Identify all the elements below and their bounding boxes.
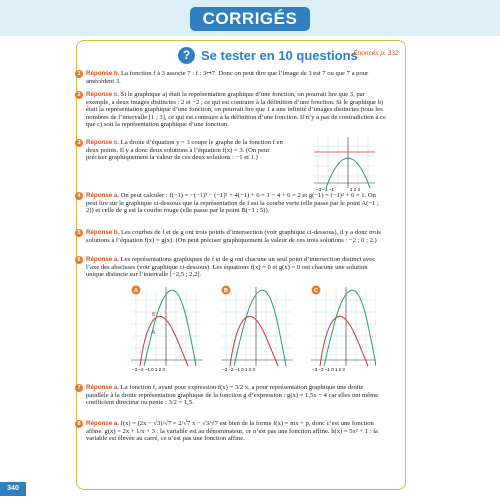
answer-text: On peut calculer : f(−1) = −(−1)³ − (−1)² + 4(−1) + 6 = 1 − 4 + 6 = 2 et g(−1) = (−1)² + 6 = 1. On peut lire sur le graphique ci-dessous que la représentation de f est la courbe verte (elle passe par le point A(−1 ; 2)) et celle de g est la courbe rouge (elle passe par le point B(−1 ; 5)).	[86, 192, 379, 215]
graphs-row	[126, 282, 376, 377]
section-title: Se tester en 10 questions	[201, 47, 358, 63]
answer-label: Réponse a.	[86, 384, 120, 391]
graph-badge: B	[224, 288, 228, 294]
answer-1	[77, 70, 386, 85]
answer-8	[77, 420, 386, 443]
page-number: 340	[0, 482, 26, 496]
answer-number: 5	[75, 229, 83, 237]
answer-label: Réponse c.	[86, 139, 120, 146]
answer-text: Les courbes de f et de g ont trois points d’intersection (voir graphique ci-dessous), il y a donc trois solutions à l’équation f(x) = g(x). (On peut préciser graphiquement la valeur de ces trois solutions : −2 ; 0 ; 2.)	[86, 229, 381, 244]
tick-label: −3 −2 −1	[316, 187, 334, 192]
point-label: B	[152, 312, 156, 318]
answer-label: Réponse c.	[86, 91, 120, 98]
answer-number: 3	[75, 139, 83, 147]
answer-3	[77, 139, 286, 162]
answer-text: La fonction f à 3 associe 7 : f : 3↦7. Donc on peut dire que l’image de 3 est 7 ou que 7 a pour antécédent 3.	[86, 70, 369, 85]
answer-label: Réponse b.	[86, 70, 120, 77]
answer-number: 6	[75, 256, 83, 264]
answer-number: 8	[75, 420, 83, 428]
answer-2	[77, 91, 386, 129]
answer-text: Si le graphique a) était la représentation graphique d’une fonction, on pourrait lire que 3, par exemple, a deux images distinctes : 2 et −2 , ce qui est contraire à la définition d’une fonction. Si le graphique b) était la représentation graphique d’une fonction, on pourrait lire que 1 a une infinité d’images distinctes (tous les nombres de l’intervalle [1 ; 3], ce qui est contraire à la définition d’une fonction. Il n’y a pas de contradiction à ce que c) soit la représentation graphique d’une fonction.	[86, 91, 386, 129]
answer-text: Les représentations graphiques de f et de g ont chacune un seul point d’intersection distinct avec l’axe des abscisses (voir graphique ci-dessous). Les équations f(x) = 0 et g(x) = 0 ont chacune une solution unique distincte sur l’intervalle [−2,5 ; 2,2].	[86, 256, 375, 279]
graph-3	[311, 286, 376, 373]
graph-answer-3	[312, 134, 378, 194]
graph-badge: C	[314, 288, 318, 294]
enonces-link[interactable]: → Énoncés p. 332	[345, 50, 399, 57]
answer-7	[77, 384, 386, 407]
answer-label: Réponse a.	[86, 420, 120, 427]
answer-4	[77, 192, 386, 215]
svg-text:−3 −2 −1 0 1 2 3: −3 −2 −1 0 1 2 3	[312, 367, 345, 372]
point-label: A	[152, 330, 156, 336]
answer-label: Réponse a.	[86, 256, 120, 263]
graph-2	[221, 286, 293, 373]
answer-number: 4	[75, 192, 83, 200]
answer-label: Réponse a.	[86, 192, 120, 199]
tick-label: 1 2 3	[350, 187, 361, 192]
answer-number: 2	[75, 91, 83, 99]
answer-label: Réponse b.	[86, 229, 120, 236]
answer-text: f(x) = (2x − √3)/√7 = 2/√7 x − √3/√7 est bien de la forme f(x) = mx + p, donc c’est une fonction affine. g(x) = 2x + 1/x + 3 : la variable est au dénominateur, ce n’est pas une fonction affine. h(x) = 5x² + 1 : la variable est élevée au carré, ce n’est pas une fonction affine.	[86, 420, 378, 443]
answer-number: 7	[75, 384, 83, 392]
answer-6	[77, 256, 386, 279]
answer-number: 1	[75, 70, 83, 78]
answer-5	[77, 229, 386, 244]
svg-text:−3 −2 −1 0 1 2 3: −3 −2 −1 0 1 2 3	[222, 367, 255, 372]
section-header	[178, 44, 358, 66]
graph-badge: A	[134, 288, 138, 294]
question-icon: ?	[178, 47, 195, 64]
answer-text: La droite d’équation y = 3 coupe le graphe de la fonction f en deux points. Il y a donc deux solutions à l’équation f(x) = 3. (On peut préciser graphiquement la valeur de ces deux solutions : −1 et 1.)	[86, 139, 283, 162]
page-title: CORRIGÉS	[190, 7, 310, 31]
svg-text:−3 −2 −1 0 1 2 3: −3 −2 −1 0 1 2 3	[132, 367, 165, 372]
top-banner	[0, 0, 500, 36]
graph-1	[131, 286, 203, 373]
answer-text: La fonction f, ayant pour expression f(x) = 3/2 x, a pour représentation graphique une droite parallèle à la droite représentation graphique de la fonction g d’expression : g(x) = 1,5x − 4 car elles ont même coefficient directeur ou pente : 3/2 = 1,5.	[86, 384, 379, 407]
